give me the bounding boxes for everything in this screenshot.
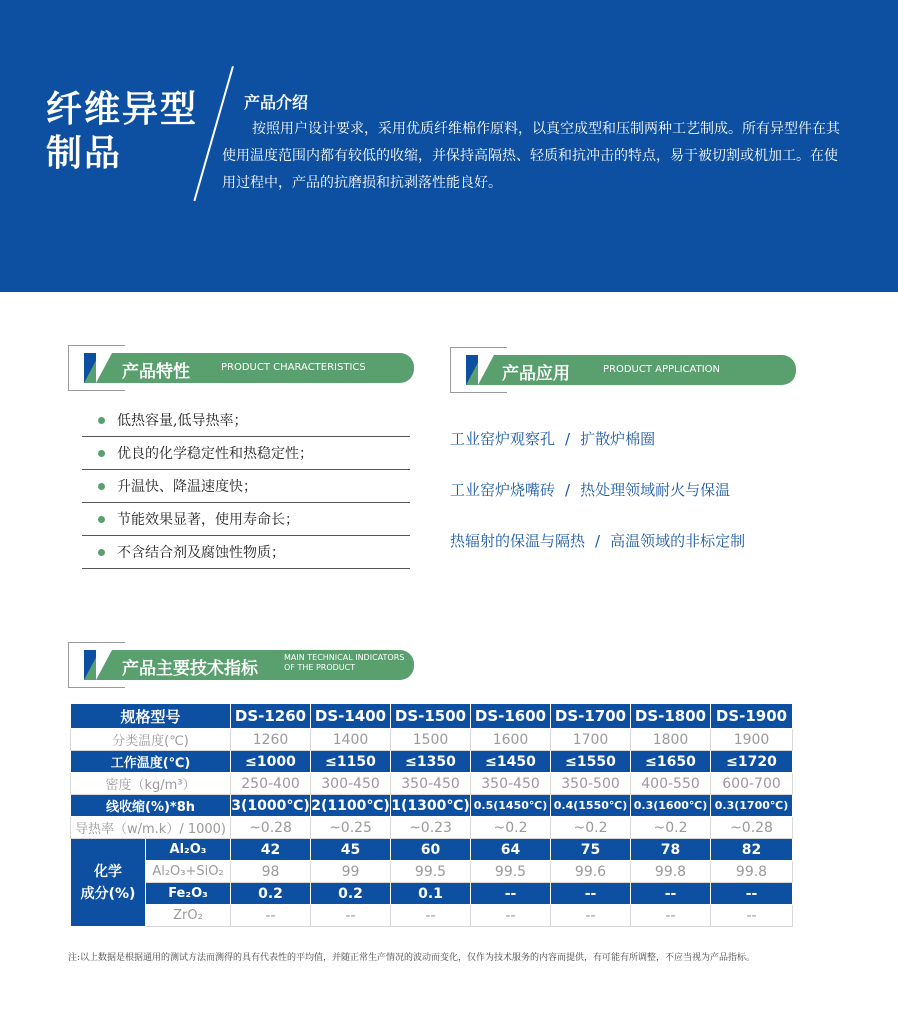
row-label: Fe₂O₃ bbox=[146, 883, 231, 905]
bullet-icon bbox=[98, 483, 105, 490]
table-cell: 0.2 bbox=[231, 883, 311, 905]
table-cell: 350-500 bbox=[551, 773, 631, 795]
column-header-label: 规格型号 bbox=[71, 704, 231, 729]
table-row bbox=[71, 751, 793, 773]
row-label: ZrO₂ bbox=[146, 905, 231, 927]
table-row bbox=[71, 795, 793, 817]
table-cell: 1500 bbox=[391, 729, 471, 751]
list-item: 节能效果显著，使用寿命长； bbox=[82, 503, 410, 536]
table-cell: 99.8 bbox=[711, 861, 793, 883]
column-header-model: DS-1900 bbox=[711, 704, 793, 729]
intro-title: 产品介绍 bbox=[244, 93, 309, 112]
intro-text: 按照用户设计要求，采用优质纤维棉作原料，以真空成型和压制两种工艺制成。所有异型件在其使用温度范围内都有较低的收缩，并保持高隔热、轻质和抗冲击的特点，易于被切割或机加工。在使用过程中，产品的抗磨损和抗剥落性能良好。 bbox=[222, 121, 840, 191]
table-cell: 75 bbox=[551, 839, 631, 861]
list-item: 工业窑炉观察孔 / 扩散炉棉圈 bbox=[450, 430, 656, 448]
table-cell: 0.2 bbox=[311, 883, 391, 905]
table-cell: 42 bbox=[231, 839, 311, 861]
table-cell: -- bbox=[551, 883, 631, 905]
table-cell: -- bbox=[231, 905, 311, 927]
footnote: 注:以上数据是根据通用的测试方法而测得的具有代表性的平均值，并随正常生产情况的波动而变化，仅作为技术服务的内容而提供，有可能有所调整，不应当视为产品指标。 bbox=[68, 953, 756, 963]
table-cell: 1900 bbox=[711, 729, 793, 751]
characteristics-title-cn: 产品特性 bbox=[122, 362, 190, 382]
table-cell: 99.5 bbox=[471, 861, 551, 883]
table-cell: 64 bbox=[471, 839, 551, 861]
table-cell: ≤1350 bbox=[391, 751, 471, 773]
table-cell: ≤1450 bbox=[471, 751, 551, 773]
row-label: 线收缩(%)*8h bbox=[71, 795, 231, 817]
list-item: 热辐射的保温与隔热 / 高温领域的非标定制 bbox=[450, 532, 746, 550]
table-row bbox=[71, 817, 793, 839]
table-cell: 300-450 bbox=[311, 773, 391, 795]
table-cell: 250-400 bbox=[231, 773, 311, 795]
table-cell: ~0.2 bbox=[471, 817, 551, 839]
table-cell: 1400 bbox=[311, 729, 391, 751]
list-item: 优良的化学稳定性和热稳定性； bbox=[82, 437, 410, 470]
table-cell: 0.3(1600℃) bbox=[631, 795, 711, 817]
table-cell: -- bbox=[631, 883, 711, 905]
table-row bbox=[71, 839, 793, 861]
table-cell: -- bbox=[551, 905, 631, 927]
table-cell: ~0.25 bbox=[311, 817, 391, 839]
column-header-model: DS-1600 bbox=[471, 704, 551, 729]
table-cell: ~0.23 bbox=[391, 817, 471, 839]
table-row bbox=[71, 905, 793, 927]
table-cell: -- bbox=[391, 905, 471, 927]
table-cell: 600-700 bbox=[711, 773, 793, 795]
table-cell: 1(1300℃) bbox=[391, 795, 471, 817]
bullet-icon bbox=[98, 516, 105, 523]
table-cell: 350-450 bbox=[391, 773, 471, 795]
row-label: Al₂O₃ bbox=[146, 839, 231, 861]
table-cell: 99.8 bbox=[631, 861, 711, 883]
column-header-model: DS-1400 bbox=[311, 704, 391, 729]
table-cell: ≤1650 bbox=[631, 751, 711, 773]
bullet-icon bbox=[98, 450, 105, 457]
table-cell: 99.6 bbox=[551, 861, 631, 883]
row-label: Al₂O₃+SiO₂ bbox=[146, 861, 231, 883]
table-cell: -- bbox=[631, 905, 711, 927]
indicators-title-cn: 产品主要技术指标 bbox=[122, 659, 258, 679]
characteristics-list bbox=[82, 404, 410, 569]
table-row bbox=[71, 729, 793, 751]
table-cell: 0.3(1700℃) bbox=[711, 795, 793, 817]
table-cell: 2(1100℃) bbox=[311, 795, 391, 817]
indicators-header bbox=[68, 650, 414, 694]
table-cell: 99 bbox=[311, 861, 391, 883]
list-item: 工业窑炉烧嘴砖 / 热处理领域耐火与保温 bbox=[450, 481, 731, 499]
table-cell: -- bbox=[471, 905, 551, 927]
table-row bbox=[71, 773, 793, 795]
table-cell: ≤1720 bbox=[711, 751, 793, 773]
table-cell: 350-450 bbox=[471, 773, 551, 795]
application-header bbox=[450, 355, 796, 399]
table-cell: 400-550 bbox=[631, 773, 711, 795]
table-cell: 3(1000℃) bbox=[231, 795, 311, 817]
bullet-icon bbox=[98, 417, 105, 424]
table-cell: 1600 bbox=[471, 729, 551, 751]
table-cell: 60 bbox=[391, 839, 471, 861]
table-cell: ≤1150 bbox=[311, 751, 391, 773]
table-cell: -- bbox=[471, 883, 551, 905]
table-cell: 98 bbox=[231, 861, 311, 883]
list-item: 低热容量,低导热率； bbox=[82, 404, 410, 437]
row-label: 工作温度(℃) bbox=[71, 751, 231, 773]
table-cell: -- bbox=[311, 905, 391, 927]
product-title bbox=[46, 88, 198, 176]
header-banner bbox=[0, 0, 898, 292]
indicators-title-en: MAIN TECHNICAL INDICATORS OF THE PRODUCT bbox=[284, 653, 405, 672]
table-row bbox=[71, 861, 793, 883]
table-cell: 1800 bbox=[631, 729, 711, 751]
table-cell: 78 bbox=[631, 839, 711, 861]
product-title-line1: 纤维异型 bbox=[46, 89, 199, 130]
application-title-en: PRODUCT APPLICATION bbox=[603, 364, 721, 375]
table-cell: 1700 bbox=[551, 729, 631, 751]
row-label: 分类温度(℃) bbox=[71, 729, 231, 751]
application-list bbox=[450, 428, 745, 581]
table-cell: 0.5(1450℃) bbox=[471, 795, 551, 817]
header-white-triangle bbox=[96, 650, 112, 680]
table-cell: ~0.28 bbox=[711, 817, 793, 839]
product-title-line2: 制品 bbox=[46, 133, 123, 174]
characteristics-title-en: PRODUCT CHARACTERISTICS bbox=[221, 362, 366, 373]
application-title-cn: 产品应用 bbox=[502, 364, 570, 384]
table-cell: 99.5 bbox=[391, 861, 471, 883]
table-cell: ~0.2 bbox=[631, 817, 711, 839]
column-header-model: DS-1800 bbox=[631, 704, 711, 729]
table-cell: ≤1000 bbox=[231, 751, 311, 773]
table-cell: ~0.2 bbox=[551, 817, 631, 839]
spec-table bbox=[70, 703, 793, 927]
table-cell: ~0.28 bbox=[231, 817, 311, 839]
table-cell: 45 bbox=[311, 839, 391, 861]
list-item: 不含结合剂及腐蚀性物质； bbox=[82, 536, 410, 569]
row-label: 密度（kg/m³） bbox=[71, 773, 231, 795]
table-cell: -- bbox=[711, 905, 793, 927]
table-cell: -- bbox=[711, 883, 793, 905]
characteristics-header bbox=[68, 353, 414, 397]
table-header-row bbox=[71, 704, 793, 729]
table-cell: 1260 bbox=[231, 729, 311, 751]
chem-group-label: 化学 成分(%) bbox=[71, 839, 146, 927]
table-cell: 0.4(1550℃) bbox=[551, 795, 631, 817]
column-header-model: DS-1260 bbox=[231, 704, 311, 729]
table-cell: 82 bbox=[711, 839, 793, 861]
table-row bbox=[71, 883, 793, 905]
table-cell: 0.1 bbox=[391, 883, 471, 905]
header-white-triangle bbox=[96, 353, 112, 383]
row-label: 导热率（w/m.k）/ 1000) bbox=[71, 817, 231, 839]
column-header-model: DS-1500 bbox=[391, 704, 471, 729]
header-white-triangle bbox=[478, 355, 494, 385]
list-item: 升温快、降温速度快； bbox=[82, 470, 410, 503]
column-header-model: DS-1700 bbox=[551, 704, 631, 729]
bullet-icon bbox=[98, 549, 105, 556]
table-cell: ≤1550 bbox=[551, 751, 631, 773]
